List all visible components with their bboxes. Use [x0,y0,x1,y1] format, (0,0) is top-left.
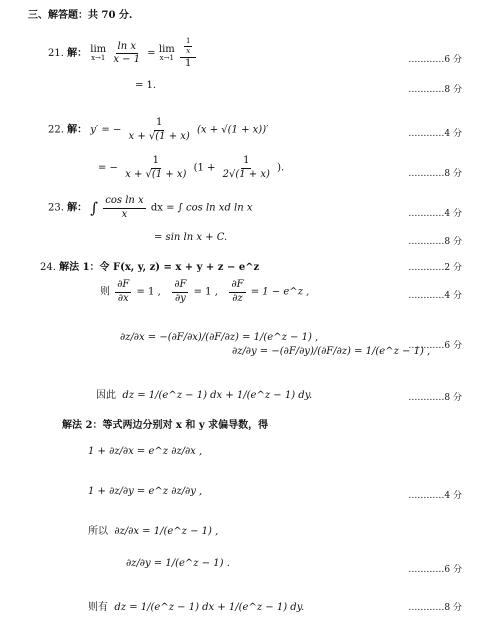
q21-number: 21. [48,48,64,60]
q23-number: 23. [48,202,64,214]
q24-score-6a: …………6 分 [408,341,462,351]
q22-fraction-1: $\frac{1}{x + √(1 + x)}$ [128,117,190,142]
q22-line2: = − $\frac{1}{x + √(1 + x)}$ (1 + $\frac{1}{2√(1 + x)}$ ). [98,155,285,180]
q24-dFdz: $\frac{\partial F}{\partial z}$ [231,279,244,304]
q24-method2-title: 解法 2：等式两边分别对 x 和 y 求偏导数，得 [62,420,269,431]
q24-m2-eq2: 1 + ∂z/∂y = e^z ∂z/∂y , [88,486,203,497]
q24-partials-F: 则 $\frac{\partial F}{\partial x}$ = 1 , $\frac{\partial F}{\partial y}$ = 1 , $\frac{\partial F}{\partial z}$ = 1 − e^z , [100,279,310,304]
q21-lim: lim x→1 [90,44,107,63]
q24-therefore-line [96,386,312,401]
q24-dzdy: ∂z/∂y = −(∂F/∂y)/(∂F/∂z) = 1/(e^z − 1) , [232,346,431,357]
q23-line1: 23. 解： ∫ $\frac{\text{cos ln x}}{x}$ dx = ∫ cos ln xd ln x [48,195,253,220]
q21-fraction-1: $\frac{\text{ln x}}{x - 1}$ [113,40,141,66]
q21-score-8: …………8 分 [408,85,462,95]
q22-line1 [48,118,268,142]
section-header: 三、解答题：共 70 分. [28,10,133,21]
q23-jie: 解： [67,202,88,214]
q24-m2-eq4: ∂z/∂y = 1/(e^z − 1) . [126,558,230,569]
q21-line1 [48,38,198,69]
q24-m2-eq3: ∂z/∂x = 1/(e^z − 1) , [114,526,219,537]
q21-line2: = 1. [135,80,157,91]
q24-yinci: 因此 [96,390,116,401]
q24-dz2: dz = 1/(e^z − 1) dx + 1/(e^z − 1) dy. [114,602,305,613]
q22-score-4: …………4 分 [408,129,462,139]
q24-zeyou: 则有 [88,602,108,613]
q24-m2-line3 [88,522,218,537]
q23-fraction: $\frac{\text{cos ln x}}{x}$ [105,195,144,220]
q22-jie: 解： [67,124,88,136]
q21-lim-2: lim x→1 [158,44,175,63]
integral-icon: ∫ [90,199,99,217]
q24-score-8a: …………8 分 [408,393,462,403]
q22-fraction-2: $\frac{1}{x + √(1 + x)}$ [125,155,187,180]
q23-rhs: = ∫ cos ln xd ln x [166,202,253,214]
q24-dFdy: $\frac{\partial F}{\partial y}$ [174,279,187,304]
q24-number: 24. [40,262,56,273]
q23-score-8: …………8 分 [408,237,462,247]
q24-method1-text: 解法 1：令 F(x, y, z) = x + y + z − e^z [59,262,260,273]
q22-number: 22. [48,124,64,136]
q24-dFdx: $\frac{\partial F}{\partial x}$ [117,279,130,304]
q24-score-8b: …………8 分 [408,603,462,613]
q24-dz1: dz = 1/(e^z − 1) dx + 1/(e^z − 1) dy. [122,390,313,401]
q24-suoyi: 所以 [88,526,108,537]
q21-score-6: …………6 分 [408,55,462,65]
q24-score-6b: …………6 分 [408,565,462,575]
q21-fraction-2: $\frac{\frac{1}{x}}{1}$ [180,38,196,69]
q22-fraction-3: $\frac{1}{2√(1 + x)}$ [222,155,270,180]
q21-equals: = [147,48,156,60]
q24-score-4a: …………4 分 [408,291,462,301]
q24-m2-eq1: 1 + ∂z/∂x = e^z ∂z/∂x , [88,446,203,457]
q24-score-2: …………2 分 [408,263,462,273]
q21-jie: 解： [67,48,88,60]
q22-paren: (x + √(1 + x))′ [197,124,269,136]
q22-lhs: y′ = − [90,124,122,136]
q23-line2: = sin ln x + C. [154,232,228,243]
q24-score-4b: …………4 分 [408,491,462,501]
q24-m2-final [88,598,304,613]
q23-score-4: …………4 分 [408,209,462,219]
q24-dzdx: ∂z/∂x = −(∂F/∂x)/(∂F/∂z) = 1/(e^z − 1) , [120,332,319,343]
q22-score-8: …………8 分 [408,169,462,179]
q24-method1-title [40,258,259,273]
